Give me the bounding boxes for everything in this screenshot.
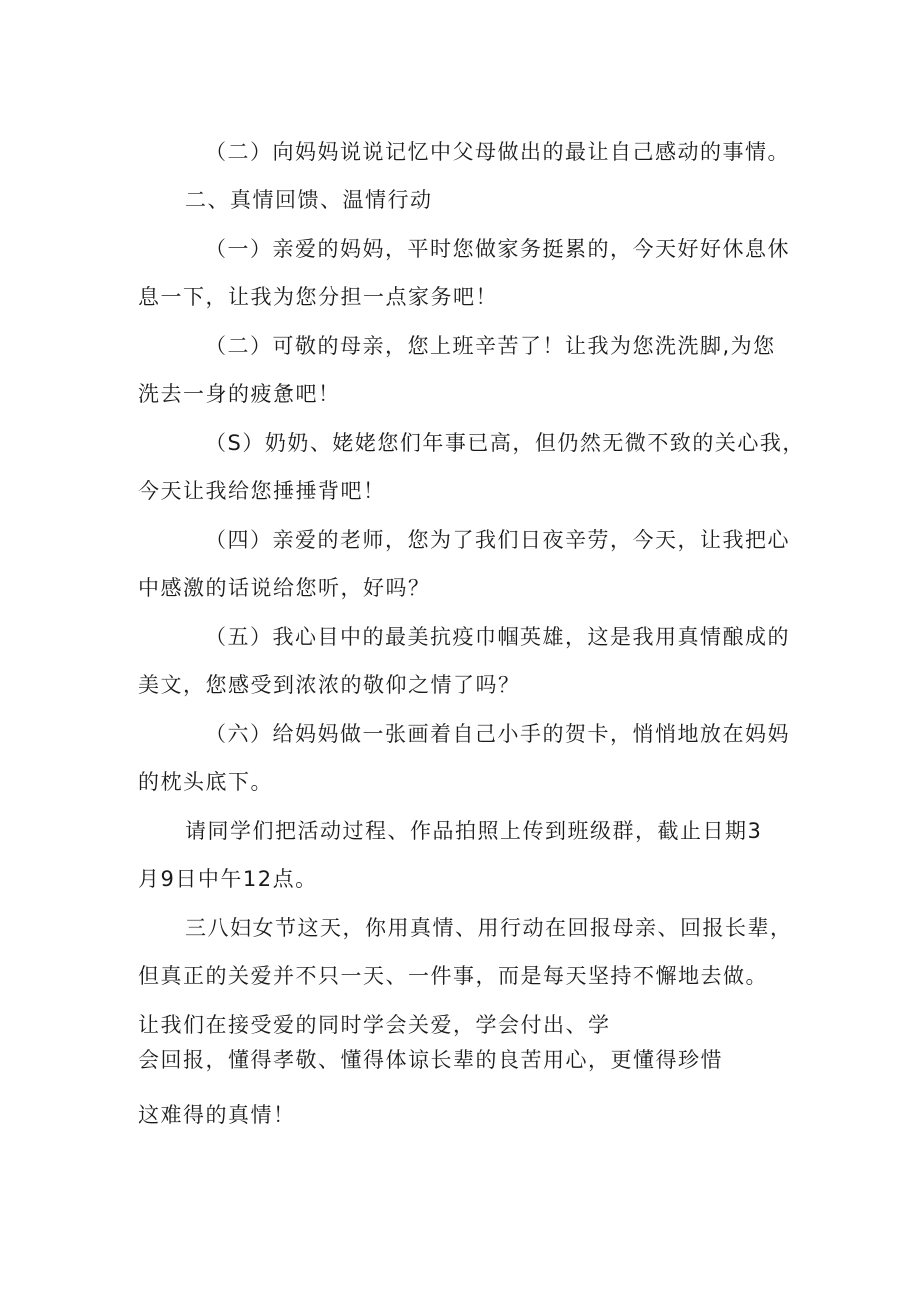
paragraph-line: （一）亲爱的妈妈，平时您做家务挺累的，今天好好休息休 bbox=[205, 237, 790, 261]
section-heading: 二、真情回馈、温情行动 bbox=[185, 188, 433, 212]
paragraph-line: （五）我心目中的最美抗疫巾帼英雄，这是我用真情酿成的 bbox=[205, 625, 790, 649]
paragraph-line: （S）奶奶、姥姥您们年事已高，但仍然无微不致的关心我， bbox=[205, 431, 805, 455]
paragraph-line: 会回报，懂得孝敬、懂得体谅长辈的良苦用心，更懂得珍惜 bbox=[138, 1048, 723, 1072]
paragraph-line: （二）可敬的母亲，您上班辛苦了！让我为您洗洗脚,为您 bbox=[205, 334, 776, 358]
paragraph-line: 的枕头底下。 bbox=[138, 770, 273, 794]
paragraph-line: 洗去一身的疲惫吧！ bbox=[138, 382, 341, 406]
paragraph-line: 请同学们把活动过程、作品拍照上传到班级群，截止日期3 bbox=[185, 819, 763, 843]
paragraph-line: （四）亲爱的老师，您为了我们日夜辛劳，今天，让我把心 bbox=[205, 528, 790, 552]
paragraph-line: 今天让我给您捶捶背吧！ bbox=[138, 479, 386, 503]
paragraph-line: （二）向妈妈说说记忆中父母做出的最让自己感动的事情。 bbox=[205, 140, 790, 164]
paragraph-line: 但真正的关爱并不只一天、一件事，而是每天坚持不懈地去做。 bbox=[138, 964, 768, 988]
paragraph-line: 中感激的话说给您听，好吗？ bbox=[138, 576, 431, 600]
paragraph-line: 息一下，让我为您分担一点家务吧！ bbox=[138, 285, 498, 309]
paragraph-line: 让我们在接受爱的同时学会关爱，学会付出、学 bbox=[138, 1013, 611, 1037]
paragraph-line: 美文，您感受到浓浓的敬仰之情了吗？ bbox=[138, 673, 521, 697]
paragraph-line: （六）给妈妈做一张画着自己小手的贺卡，悄悄地放在妈妈 bbox=[205, 722, 790, 746]
paragraph-line: 三八妇女节这天，你用真情、用行动在回报母亲、回报长辈， bbox=[185, 916, 793, 940]
paragraph-line: 月9日中午12点。 bbox=[138, 867, 318, 891]
paragraph-line: 这难得的真情！ bbox=[138, 1103, 296, 1127]
